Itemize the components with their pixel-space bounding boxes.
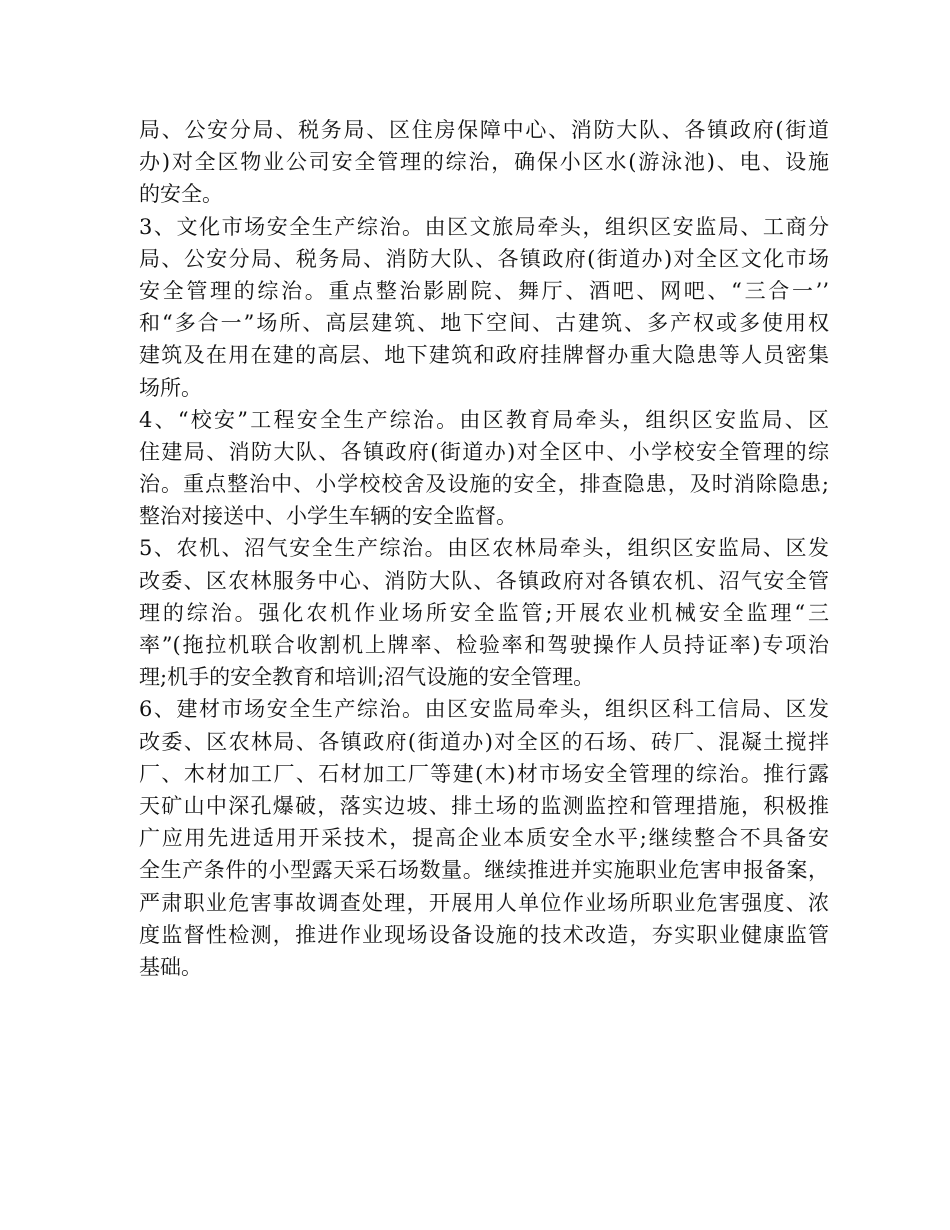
text-line: 6、建材市场安全生产综治。由区安监局牵头，组织区科工信局、区发 xyxy=(139,697,829,722)
text-line: 整治对接送中、小学生车辆的安全监督。 xyxy=(139,504,517,529)
text-line: 办)对全区物业公司安全管理的综治，确保小区水(游泳池)、电、设施 xyxy=(139,150,829,175)
text-line: 的安全。 xyxy=(139,182,223,207)
text-line: 基础。 xyxy=(139,954,202,979)
text-line: 局、公安分局、税务局、消防大队、各镇政府(街道办)对全区文化市场 xyxy=(139,246,829,271)
text-line: 改委、区农林服务中心、消防大队、各镇政府对各镇农机、沼气安全管 xyxy=(139,568,829,593)
text-line: 安全管理的综治。重点整治影剧院、舞厅、酒吧、网吧、“三合一’’ xyxy=(139,278,829,303)
text-line: 3、文化市场安全生产综治。由区文旅局牵头，组织区安监局、工商分 xyxy=(139,214,829,239)
text-line: 局、公安分局、税务局、区住房保障中心、消防大队、各镇政府(街道 xyxy=(139,118,829,142)
text-line: 全生产条件的小型露天采石场数量。继续推进并实施职业危害申报备案， xyxy=(139,858,829,883)
text-line: 建筑及在用在建的高层、地下建筑和政府挂牌督办重大隐患等人员密集 xyxy=(139,343,829,368)
body-text xyxy=(139,114,829,983)
text-line: 治。重点整治中、小学校校舍及设施的安全，排查隐患，及时消除隐患; xyxy=(139,472,829,497)
text-line: 5、农机、沼气安全生产综治。由区农林局牵头，组织区安监局、区发 xyxy=(139,536,829,561)
text-line: 严肃职业危害事故调查处理，开展用人单位作业场所职业危害强度、浓 xyxy=(139,890,829,915)
text-line: 改委、区农林局、各镇政府(街道办)对全区的石场、砖厂、混凝土搅拌 xyxy=(139,729,829,754)
text-line: 广应用先进适用开采技术，提高企业本质安全水平;继续整合不具备安 xyxy=(139,826,829,851)
text-line: 和“多合一”场所、高层建筑、地下空间、古建筑、多产权或多使用权 xyxy=(139,311,829,336)
text-line: 度监督性检测，推进作业现场设备设施的技术改造，夯实职业健康监管 xyxy=(139,922,829,947)
text-line: 厂、木材加工厂、石材加工厂等建(木)材市场安全管理的综治。推行露 xyxy=(139,761,829,786)
text-line: 天矿山中深孔爆破，落实边坡、排土场的监测监控和管理措施，积极推 xyxy=(139,793,829,818)
text-line: 理的综治。强化农机作业场所安全监管;开展农业机械安全监理“三 xyxy=(139,600,829,625)
text-line: 住建局、消防大队、各镇政府(街道办)对全区中、小学校安全管理的综 xyxy=(139,439,829,464)
text-line: 理;机手的安全教育和培训;沼气设施的安全管理。 xyxy=(139,665,595,690)
text-line: 4、“校安”工程安全生产综治。由区教育局牵头，组织区安监局、区 xyxy=(139,407,829,432)
text-line: 率”(拖拉机联合收割机上牌率、检验率和驾驶操作人员持证率)专项治 xyxy=(139,633,829,657)
text-line: 场所。 xyxy=(139,375,202,400)
